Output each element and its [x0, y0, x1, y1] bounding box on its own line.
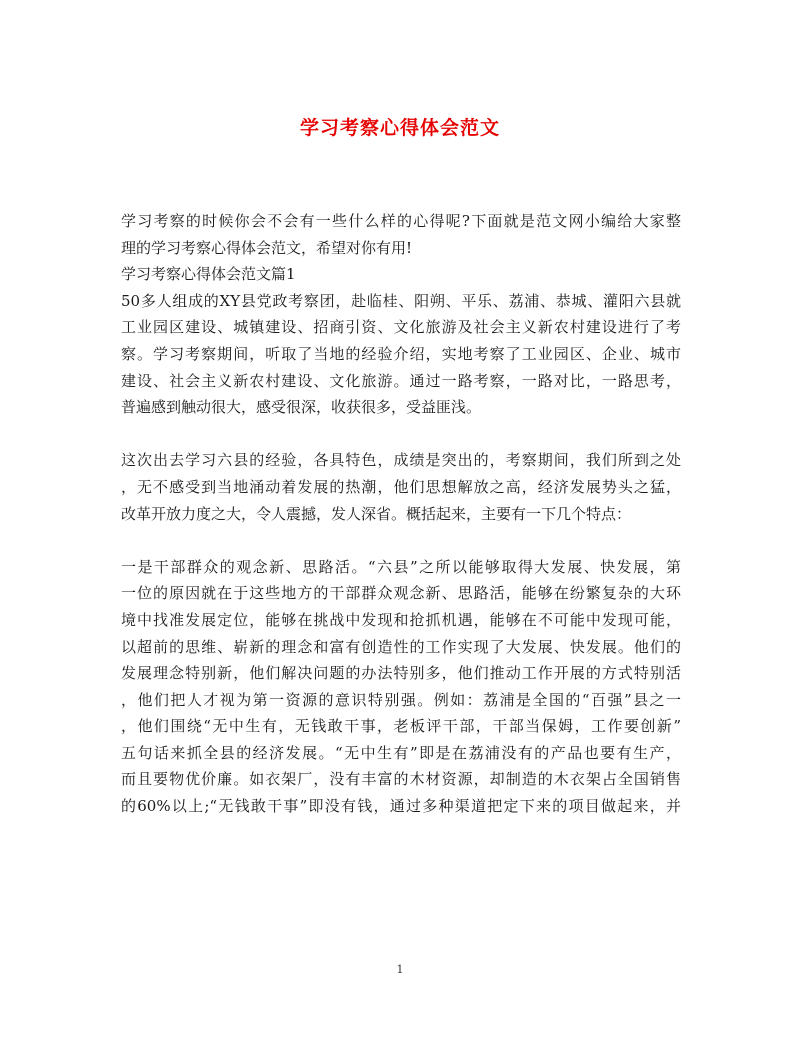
text-line: 普遍感到触动很大，感受很深，收获很多，受益匪浅。	[121, 398, 482, 417]
text-line: 五句话来抓全县的经济发展。“无中生有”即是在荔浦没有的产品也要有生产，	[121, 743, 681, 762]
text-line: 学习考察心得体会范文篇1	[121, 265, 296, 284]
page-number: 1	[396, 963, 404, 976]
document-body	[121, 208, 681, 820]
paragraph-gap	[121, 527, 681, 554]
paragraph-intro	[121, 208, 681, 261]
document-title: 学习考察心得体会范文	[299, 117, 500, 139]
paragraph	[121, 447, 681, 527]
text-line: 一位的原因就在于这些地方的干部群众观念新、思路活，能够在纷繁复杂的大环	[121, 584, 681, 603]
paragraph-gap	[121, 421, 681, 448]
text-line: 这次出去学习六县的经验，各具特色，成绩是突出的，考察期间，我们所到之处	[121, 451, 681, 470]
text-line: 境中找准发展定位，能够在挑战中发现和抢抓机遇，能够在不可能中发现可能，	[121, 610, 681, 629]
text-line: 工业园区建设、城镇建设、招商引资、文化旅游及社会主义新农村建设进行了考	[121, 318, 681, 337]
text-line: ，无不感受到当地涌动着发展的热潮，他们思想解放之高，经济发展势头之猛，	[121, 477, 681, 496]
text-line: 察。学习考察期间，听取了当地的经验介绍，实地考察了工业园区、企业、城市	[121, 344, 681, 363]
paragraph	[121, 288, 681, 421]
text-line: 理的学习考察心得体会范文，希望对你有用!	[121, 238, 413, 257]
text-line: 学习考察的时候你会不会有一些什么样的心得呢?下面就是范文网小编给大家整	[121, 212, 681, 230]
text-line: 发展理念特别新，他们解决问题的办法特别多，他们推动工作开展的方式特别活	[121, 664, 681, 683]
text-line: ，他们围绕“无中生有，无钱敢干事，老板评干部，干部当保姆，工作要创新”	[121, 717, 681, 736]
text-line: ，他们把人才视为第一资源的意识特别强。例如：荔浦是全国的“百强”县之一	[121, 690, 681, 709]
text-line: 以超前的思维、崭新的理念和富有创造性的工作实现了大发展、快发展。他们的	[121, 637, 681, 656]
paragraph	[121, 554, 681, 820]
text-line: 一是干部群众的观念新、思路活。“六县”之所以能够取得大发展、快发展，第	[121, 557, 681, 576]
text-line: 而且要物优价廉。如衣架厂，没有丰富的木材资源，却制造的木衣架占全国销售	[121, 770, 681, 789]
text-line: 的60%以上;“无钱敢干事”即没有钱，通过多种渠道把定下来的项目做起来，并	[121, 797, 681, 816]
text-line: 改革开放力度之大，令人震撼，发人深省。概括起来，主要有一下几个特点：	[121, 504, 632, 523]
section-heading	[121, 261, 681, 288]
text-line: 50多人组成的XY县党政考察团，赴临桂、阳朔、平乐、荔浦、恭城、灌阳六县就	[121, 291, 681, 310]
text-line: 建设、社会主义新农村建设、文化旅游。通过一路考察，一路对比，一路思考，	[121, 371, 681, 390]
